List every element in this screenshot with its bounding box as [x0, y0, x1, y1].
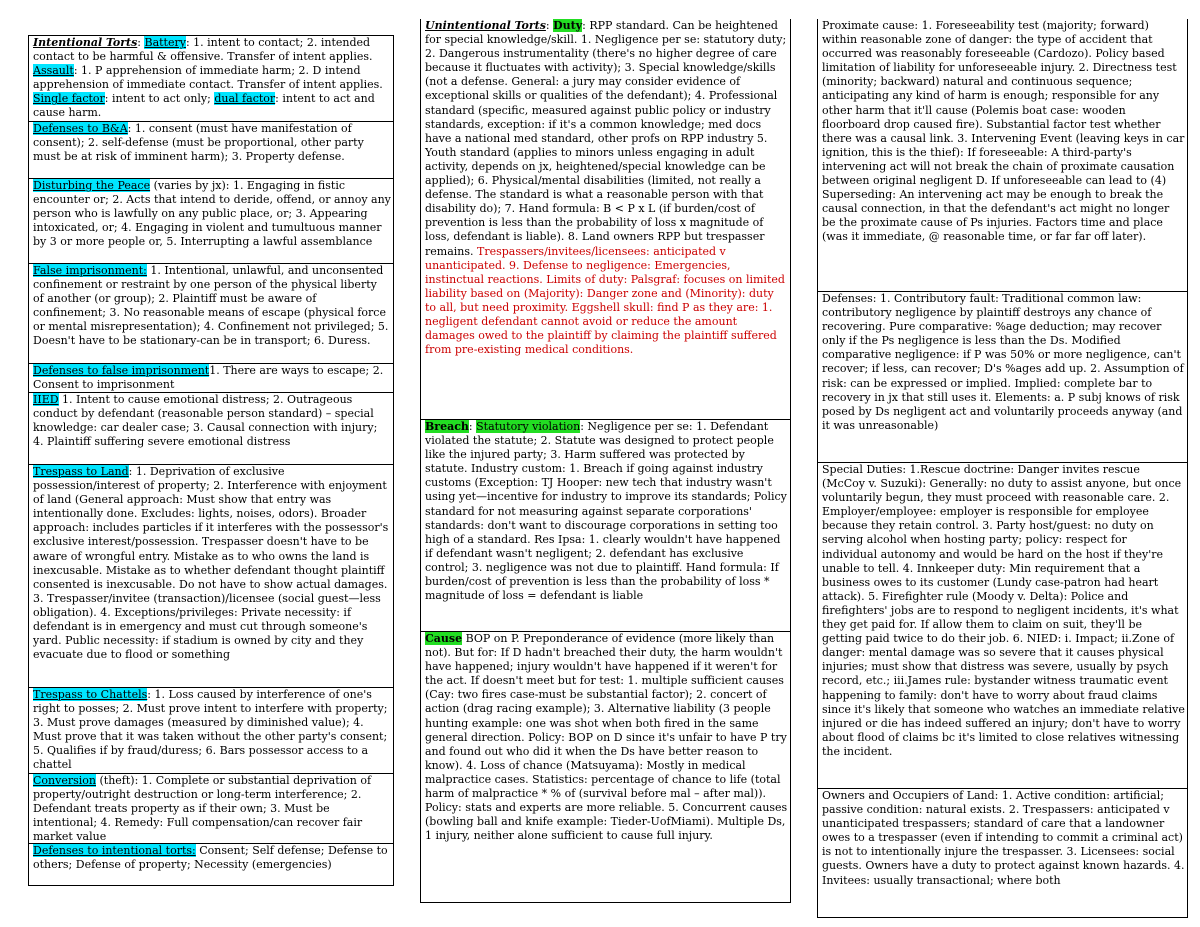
disturbing-peace-label: Disturbing the Peace — [33, 179, 151, 192]
duty-label: Duty — [553, 19, 583, 32]
special-duties-section: Special Duties: 1.Rescue doctrine: Danger invites rescue (McCoy v. Suzuki): Generally: no duty to assist anyone, but once voluntarily begun, they must proceed with reasonable care. 2. Employer/employee: employer is responsible for employee because they retain control. 3. Party host/guest: no duty on serving alcohol when hosting party; policy: respect for individual autonomy and would be hard on the host if they're unable to tell. 4. Innkeeper duty: Min requirement that a business owes to its customer (Lundy case-patron had heart attack). 5. Firefighter rule (Moody v. Delta): Police and firefighters' jobs are to respond to negligent incidents, it's what they get paid for. If allow them to claim on suit, they'll be getting paid twice to do their job. 6. NIED: i. Impact; ii.Zone of danger: mental damage was so severe that it causes physical injuries; must show that distress was severe, usually by psych record, etc.; iii.James rule: bystander witness traumatic event happening to family: don't have to worry about fraud claims since it's likely that someone who watches an immediate relative injured or die has indeed suffered an injury; don't have to worry about flood of claims bc it's limited to close relatives witnessing the incident. — [817, 462, 1188, 788]
breach-section: Breach: Statutory violation: Negligence per se: 1. Defendant violated the statute; 2. Statute was designed to protect people like the injured party; 3. Harm suffered was protected by statute. Industry custom: 1. Breach if going against industry customs (Exception: TJ Hooper: new tech that industry wasn't using yet—incentive for industry to improve its standards; Policy standard for not measuring against separate corporations' standards: don't want to discourage corporations in setting too high of a standard. Res Ipsa: 1. clearly wouldn't have happened if defendant wasn't negligent; 2. defendant has exclusive control; 3. negligence was not due to plaintiff. Hand formula: If burden/cost of prevention is less than the probability of loss * magnitude of loss = defendant is liable — [420, 419, 791, 631]
false-imprisonment-label: False imprisonment: — [33, 264, 147, 277]
battery-label: Battery — [144, 36, 186, 49]
cause-label: Cause — [425, 632, 463, 645]
defenses-ba-label: Defenses to B&A — [33, 122, 128, 135]
trespass-land-label: Trespass to Land — [33, 465, 129, 478]
defenses-intentional-label: Defenses to intentional torts: — [33, 844, 196, 857]
defenses-false-imprisonment-label: Defenses to false imprisonment — [33, 364, 210, 377]
conversion-section: Conversion (theft): 1. Complete or substantial deprivation of property/outright destruction or long-term interference; 2. Defendant treats property as if their own; 3. Must be intentional; 4. Remedy: Full compensation/can recover fair market value — [28, 773, 394, 843]
defenses-false-imprisonment-section: Defenses to false imprisonment1. There are ways to escape; 2. Consent to imprisonment — [28, 363, 394, 392]
defenses-intentional-section: Defenses to intentional torts: Consent; Self defense; Defense to others; Defense of property; Necessity (emergencies) — [28, 843, 394, 886]
cause-section: Cause BOP on P. Preponderance of evidence (more likely than not). But for: If D hadn't breached their duty, the harm wouldn't have happened; injury wouldn't have happened if it weren't for the act. If doesn't meet but for test: 1. multiple sufficient causes (Cay: two fires case-must be substantial factor); 2. concert of action (drag racing example); 3. Alternative liability (3 people hunting example: one was shot when both fired in the same general direction. Policy: BOP on D since it's unfair to have P try and found out who did it when the Ds have better reason to know). 4. Loss of chance (Matsuyama): Mostly in medical malpractice cases. Statistics: percentage of chance to life (total harm of malpractice * % of (survival before mal – after mal)). Policy: stats and experts are more reliable. 5. Concurrent causes (bowling ball and knife example: Tieder-UofMiami). Multiple Ds, 1 injury, neither alone sufficient to cause full injury. — [420, 631, 791, 903]
defenses-section: Defenses: 1. Contributory fault: Traditional common law: contributory negligence by plaintiff destroys any chance of recovering. Pure comparative: %age deduction; may recover only if the Ps negligence is less than the Ds. Modified comparative negligence: if P was 50% or more negligence, can't recover; if less, can recover; D's %ages add up. 2. Assumption of risk: can be expressed or implied. Implied: complete bar to recovery in jx that still uses it. Elements: a. P subj knows of risk posed by Ds negligent act and voluntarily proceeds anyway (and it was unreasonable) — [817, 291, 1188, 462]
column-3 — [817, 19, 1188, 918]
dual-factor-label: dual factor — [214, 92, 276, 106]
trespassers-paragraph: Trespassers/invitees/licensees: anticipated v unanticipated. 9. Defense to negligence: Emergencies, instinctual reactions. Limits of duty: Palsgraf: focuses on limited liability based on (Majority): Danger zone and (Minority): duty to all, but need proximity. Eggshell skull: find P as they are: 1. negligent defendant cannot avoid or reduce the amount damages owed to the plaintiff by claiming the plaintiff suffered from pre-existing medical conditions. — [425, 244, 785, 357]
disturbing-peace-section: Disturbing the Peace (varies by jx): 1. Engaging in fistic encounter or; 2. Acts that intend to deride, offend, or annoy any person who is lawfully on any public place, or; 3. Appearing intoxicated, or; 4. Engaging in violent and tumultuous manner by 3 or more people or, 5. Interrupting a lawful assemblance — [28, 178, 394, 263]
statutory-violation-label: Statutory violation — [476, 420, 581, 433]
unintentional-torts-heading: Unintentional Torts — [425, 19, 546, 32]
breach-label: Breach — [425, 420, 469, 433]
assault-label: Assault — [33, 64, 74, 78]
proximate-cause-section: Proximate cause: 1. Foreseeability test (majority; forward) within reasonable zone of danger: the type of accident that occurred was reasonably foreseeable (Cardozo). Policy based limitation of liability for unforeseeable injury. 2. Directness test (minority; backward) natural and continuous sequence; anticipating any kind of harm is enough; responsible for any other harm that it'll cause (Polemis boat case: wooden floorboard drop caused fire). Substantial factor test whether there was a causal link. 3. Intervening Event (leaving keys in car ignition, this is the thief): If foreseeable: A third-party's intervening act will not break the chain of proximate causation between original negligent D. If unforeseeable can lead to (4) Superseding: An intervening act may be enough to break the causal connection, in that the defendant's act might no longer be the proximate cause of Ps injuries. Factors time and place (was it immediate, @ reasonable time, or far far off later). — [817, 19, 1188, 291]
iied-section: IIED 1. Intent to cause emotional distress; 2. Outrageous conduct by defendant (reasonable person standard) – special knowledge: car dealer case; 3. Causal connection with injury; 4. Plaintiff suffering severe emotional distress — [28, 392, 394, 464]
conversion-label: Conversion — [33, 774, 96, 787]
iied-label: IIED — [33, 393, 59, 406]
owners-occupiers-section: Owners and Occupiers of Land: 1. Active condition: artificial; passive condition: natural exists. 2. Trespassers: anticipated v unanticipated trespassers; standard of care that a landowner owes to a trespasser (even if intending to commit a criminal act) is not to intentionally injure the trespasser. 3. Licensees: social guests. Owners have a duty to protect against known hazards. 4. Invitees: usually transactional; where both — [817, 788, 1188, 918]
column-1 — [28, 35, 394, 886]
column-2 — [420, 19, 791, 903]
duty-section: Unintentional Torts: Duty: RPP standard. Can be heightened for special knowledge/skill. 1. Negligence per se: statutory duty; 2. Dangerous instrumentality (there's no higher degree of care because it fluctuates with activity); 3. Special knowledge/skills (not a defense. General: a jury may consider evidence of exceptional skills or qualities of the defendant); 4. Professional standard (specific, measured against public policy or industry standards, exception: if it's a common knowledge; med docs have a national med standard, other profs on RPP industry 5. Youth standard (applies to minors unless engaging in adult activity, depends on jx, heightened/special knowledge can be applied); 6. Physical/mental disabilities (limited, not really a defense. The standard is what a reasonable person with that disability do); 7. Hand formula: B < P x L (if burden/cost of prevention is less than the probability of loss x magnitude of loss, defendant is liable). 8. Land owners RPP but trespasser remains. Trespassers/invitees/licensees: anticipated v unanticipated. 9. Defense to negligence: Emergencies, instinctual reactions. Limits of duty: Palsgraf: focuses on limited liability based on (Majority): Danger zone and (Minority): duty to all, but need proximity. Eggshell skull: find P as they are: 1. negligent defendant cannot avoid or reduce the amount damages owed to the plaintiff by claiming the plaintiff suffered from pre-existing medical conditions. — [420, 19, 791, 419]
defenses-ba-section: Defenses to B&A: 1. consent (must have manifestation of consent); 2. self-defense (must be proportional, other party must be at risk of imminent harm); 3. Property defense. — [28, 121, 394, 178]
single-factor-label: Single factor — [33, 92, 105, 106]
trespass-land-section: Trespass to Land: 1. Deprivation of exclusive possession/interest of property; 2. Interference with enjoyment of land (General approach: Must show that entry was intentionally done. Excludes: lights, noises, odors). Broader approach: includes particles if it interferes with the possessor's exclusive interest/possession. Trespasser doesn't have to be aware of wrongful entry. Mistake as to who owns the land is inexcusable. Mistake as to whether defendant thought plaintiff consented is inexcusable. Do not have to show actual damages. 3. Trespasser/invitee (transaction)/licensee (social guest—less obligation). 4. Exceptions/privileges: Private necessity: if defendant is in emergency and must cut through someone's yard. Public necessity: if stadium is owned by city and they evacuate due to flood or something — [28, 464, 394, 687]
battery-assault-section: Intentional Torts: Battery: 1. intent to contact; 2. intended contact to be harmful & offensive. Transfer of intent applies. Assault: 1. P apprehension of immediate harm; 2. D intend apprehension of immediate contact. Transfer of intent applies. Single factor: intent to act only; dual factor: intent to act and cause harm. — [28, 35, 394, 121]
section-heading: Intentional Torts — [33, 36, 138, 49]
trespass-chattels-label: Trespass to Chattels — [33, 688, 148, 701]
false-imprisonment-section: False imprisonment: 1. Intentional, unlawful, and unconsented confinement or restraint by one person of the physical liberty of another (or group); 2. Plaintiff must be aware of confinement; 3. No reasonable means of escape (physical force or mental misrepresentation); 4. Confinement not privileged; 5. Doesn't have to be stationary-can be in transport; 6. Duress. — [28, 263, 394, 363]
trespass-chattels-section: Trespass to Chattels: 1. Loss caused by interference of one's right to posses; 2. Must prove intent to interfere with property; 3. Must prove damages (measured by diminished value); 4. Must prove that it was taken without the other party's consent; 5. Qualifies if by fraud/duress; 6. Bars possessor access to a chattel — [28, 687, 394, 773]
